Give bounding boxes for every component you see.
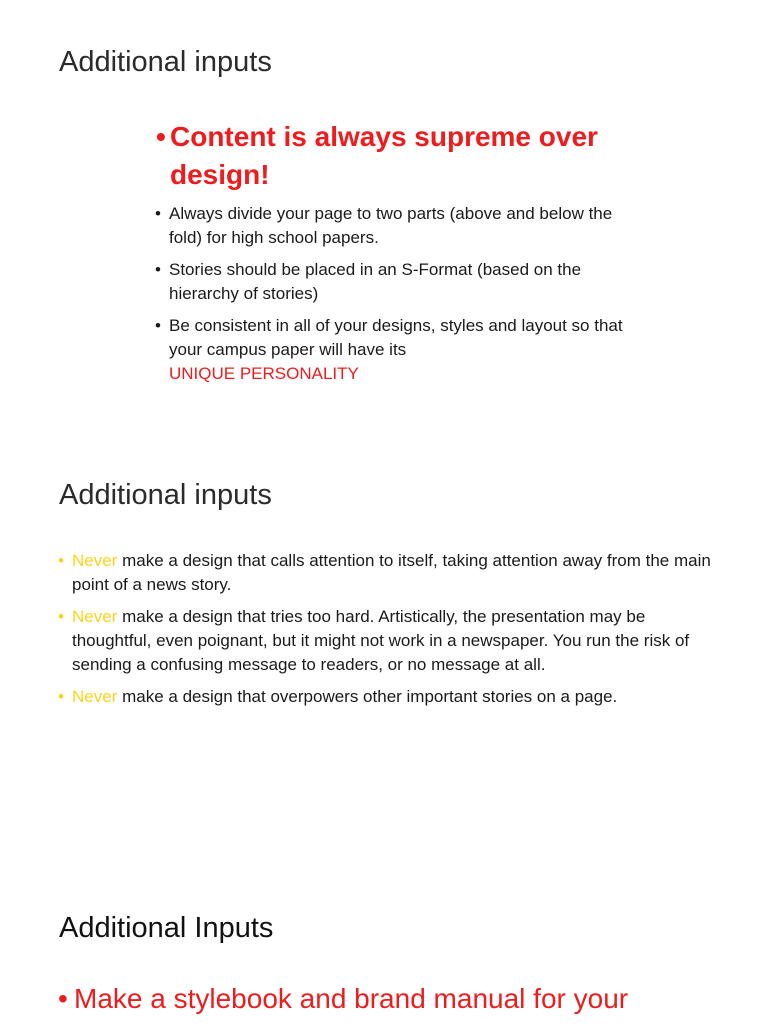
list-item (58, 980, 758, 1018)
bullet-text: Be consistent in all of your designs, styles and layout so that your campus paper will have its (169, 316, 623, 359)
list-item (155, 314, 635, 386)
bullet-dot: • (155, 260, 161, 279)
bullet-prefix: Never (72, 551, 118, 570)
bullet-text: Always divide your page to two parts (above and below the fold) for high school papers. (169, 204, 613, 247)
list-item (155, 258, 635, 306)
bullet-dot: • (58, 687, 64, 706)
list-item (58, 549, 713, 597)
bullet-dot: • (58, 607, 64, 626)
bullet-text: make a design that tries too hard. Artistically, the presentation may be thoughtful, even poignant, but it might not work in a newspaper. You run the risk of sending a confusing message to readers, or no message at all. (72, 607, 690, 674)
bullet-text: Make a stylebook and brand manual for your (74, 983, 629, 1014)
bullet-dot: • (155, 316, 161, 335)
list-item (58, 685, 713, 709)
bullet-prefix: Never (72, 607, 118, 626)
list-item (155, 202, 635, 250)
slide-3 (0, 880, 768, 1024)
slide-1 (0, 0, 768, 420)
list-item (58, 605, 713, 677)
bullet-text: make a design that calls attention to itself, taking attention away from the main point of a news story. (72, 551, 711, 594)
bullet-dot: • (58, 551, 64, 570)
bullet-list (58, 549, 713, 717)
bullet-text: Stories should be placed in an S-Format (based on the hierarchy of stories) (169, 260, 582, 303)
bullet-dot: • (155, 204, 161, 223)
bullet-dot: • (58, 983, 68, 1014)
slide-title: Additional Inputs (59, 912, 274, 944)
highlight-text: UNIQUE PERSONALITY (169, 364, 359, 383)
bullet-prefix: Never (72, 687, 118, 706)
slide-2 (0, 460, 768, 810)
lead-bullet-text: Content is always supreme over design! (170, 121, 598, 190)
bullet-list (58, 980, 758, 1018)
lead-bullet (156, 118, 670, 194)
slide-title: Additional inputs (59, 46, 272, 78)
bullet-dot: • (156, 121, 166, 152)
bullet-list (155, 202, 635, 394)
bullet-text: make a design that overpowers other important stories on a page. (122, 687, 618, 706)
slide-title: Additional inputs (59, 479, 272, 511)
